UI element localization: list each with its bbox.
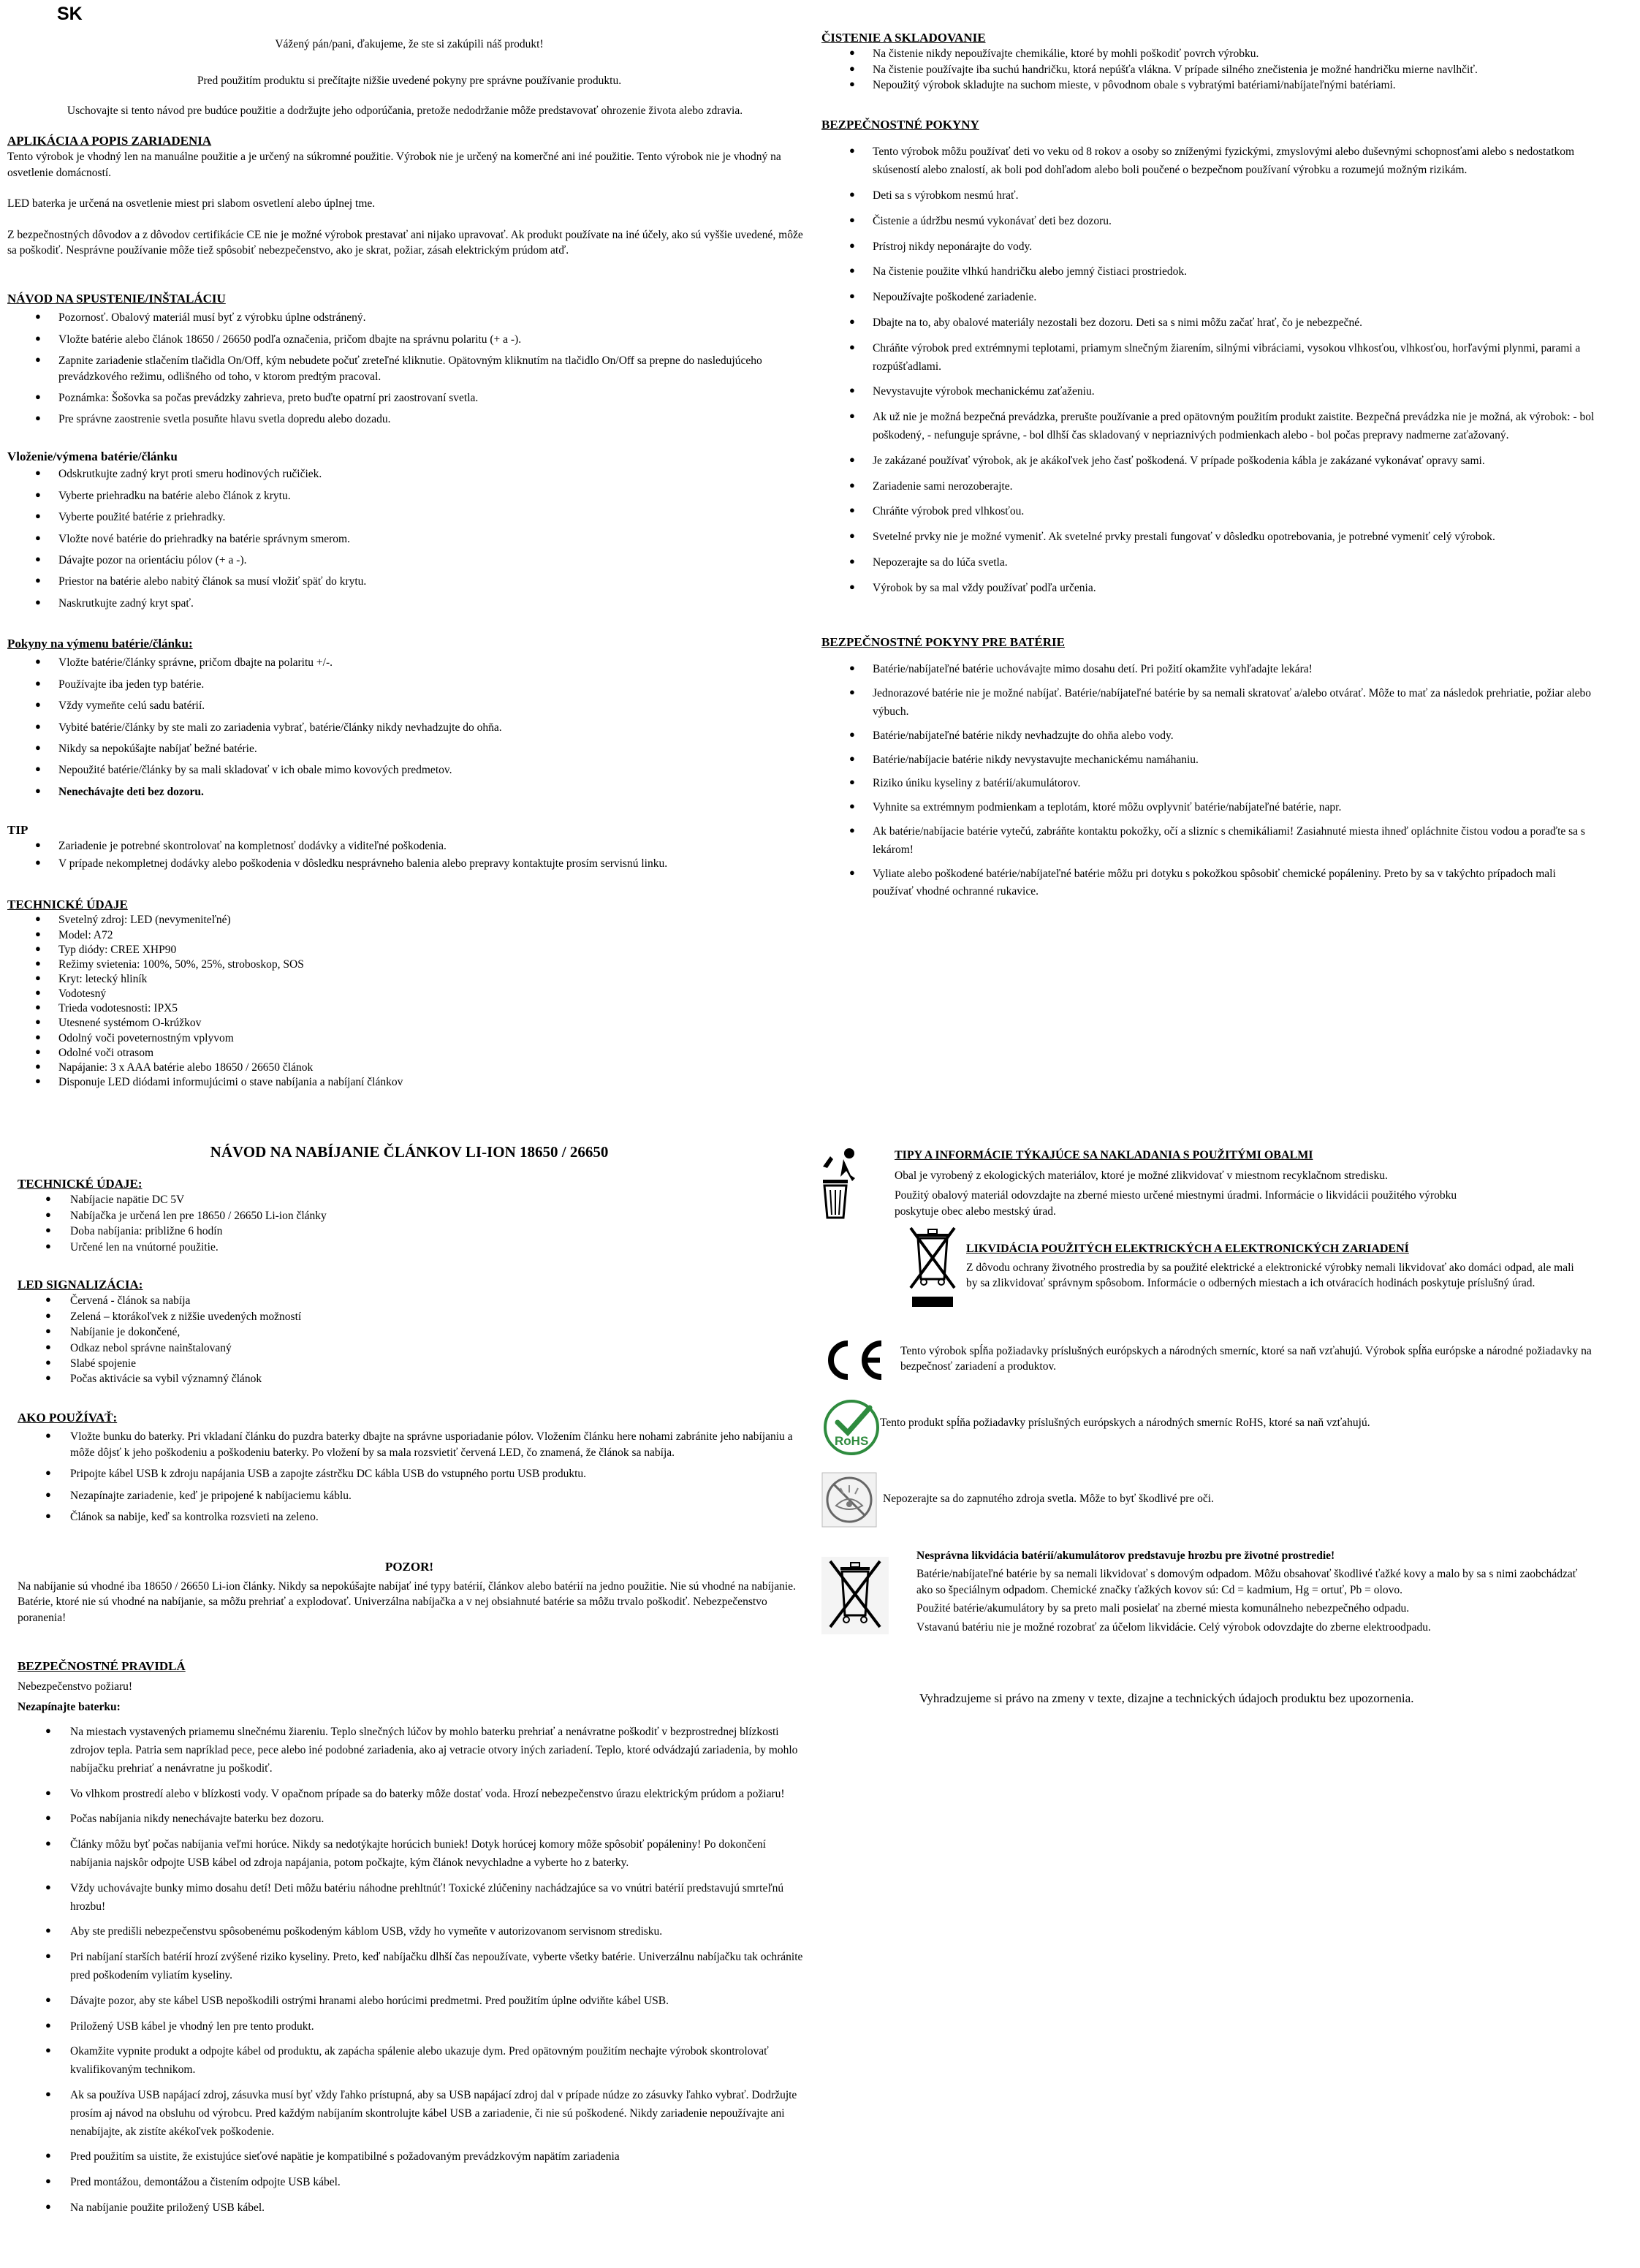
tech-list bbox=[7, 913, 811, 1090]
list-item: ● Vždy vymeňte celú sadu batérií. bbox=[7, 698, 811, 713]
footer-disclaimer: Vyhradzujeme si právo na zmeny v texte, dizajne a technických údajoch produktu bez upozornenia. bbox=[919, 1691, 1414, 1705]
battery-disposal-p1: Batérie/nabíjateľné batérie by sa nemali likvidovať s domovým odpadom. Môžu obsahovať škodlivé ťažké kovy a malo by sa s nimi zaobchádzať ako so špeciálnym odpadom. Chemické značky ťažkých kovov sú: Cd = kadmium, Hg = ortuť, Pb = olovo. bbox=[916, 1568, 1578, 1596]
list-item: ● Počas aktivácie sa vybil významný článok bbox=[18, 1371, 807, 1387]
list-item: ● Dbajte na to, aby obalové materiály nezostali bez dozoru. Deti sa s nimi môžu začať hrať, čo je nebezpečné. bbox=[821, 314, 1596, 333]
safety-list bbox=[821, 143, 1596, 597]
tech-section bbox=[7, 896, 811, 1090]
battery-change-title: Pokyny na výmenu batérie/článku: bbox=[7, 637, 193, 651]
list-item: ● Nenechávajte deti bez dozoru. bbox=[7, 784, 811, 800]
application-section bbox=[7, 132, 804, 258]
weee-section bbox=[966, 1241, 1587, 1292]
list-item: ● Nabíjacie napätie DC 5V bbox=[18, 1192, 807, 1207]
intro-keep-manual: Uschovajte si tento návod pre budúce použitie a dodržujte jeho odporúčania, pretože nedodržanie môže predstavovať ohrozenie života alebo zdravia. bbox=[67, 105, 743, 117]
application-p2: LED baterka je určená na osvetlenie miest pri slabom osvetlení alebo úplnej tme. bbox=[7, 197, 376, 211]
list-item: ● Pozornosť. Obalový materiál musí byť z výrobku úplne odstránený. bbox=[7, 310, 811, 325]
list-item: ● Doba nabíjania: približne 6 hodín bbox=[18, 1224, 807, 1239]
cleaning-section bbox=[821, 29, 1625, 94]
list-item: ● Jednorazové batérie nie je možné nabíjať. Batérie/nabíjateľné batérie by sa nemali skratovať a/alebo otvárať. Môže to mať za následok prehriatie, požiar alebo výbuch. bbox=[821, 685, 1596, 721]
battery-safety-title: BEZPEČNOSTNÉ POKYNY PRE BATÉRIE bbox=[821, 635, 1065, 649]
list-item: ● Nevystavujte výrobok mechanickému zaťaženiu. bbox=[821, 383, 1596, 401]
list-item: ● Pred použitím sa uistite, že existujúce sieťové napätie je kompatibilné s požadovaným prevádzkovým napätím zariadenia bbox=[18, 2148, 804, 2166]
safety-title: BEZPEČNOSTNÉ POKYNY bbox=[821, 118, 979, 132]
list-item: ● Určené len na vnútorné použitie. bbox=[18, 1240, 807, 1255]
list-item: ● Vyberte použité batérie z priehradky. bbox=[7, 509, 811, 525]
safety-rules-list bbox=[18, 1723, 804, 2218]
led-signal-list bbox=[18, 1293, 807, 1387]
list-item: ● Vložte bunku do baterky. Pri vkladaní článku do puzdra baterky dbajte na správne usporiadanie pólov. Vložením článku here nohami zabránite jeho nabíjaniu a môže dôjsť k jeho poškodeniu a poškodeniu baterky. Po vložení by sa mala rozsvietiť červená LED, čo znamená, že článok sa nabíja. bbox=[18, 1429, 807, 1460]
list-item: ● Pri nabíjaní starších batérií hrozí zvýšené riziko kyseliny. Preto, keď nabíjačku dlhší čas nepoužívate, vyberte všetky batérie. Univerzálnu nabíjačku tak ochránite pred poškodením vyliatím kyseliny. bbox=[18, 1949, 804, 1985]
list-item: ● Počas nabíjania nikdy nenechávajte baterku bez dozoru. bbox=[18, 1810, 804, 1829]
list-item: ● Nepoužívajte poškodené zariadenie. bbox=[821, 289, 1596, 307]
list-item: ● Riziko úniku kyseliny z batérií/akumulátorov. bbox=[821, 775, 1596, 793]
charging-tech-title: TECHNICKÉ ÚDAJE: bbox=[18, 1177, 143, 1191]
rohs-text: Tento produkt spĺňa požiadavky príslušných európskych a národných smerníc RoHS, ktoré sa naň vzťahujú. bbox=[880, 1416, 1370, 1429]
weee-crossed-bin-icon bbox=[906, 1224, 959, 1310]
application-title: APLIKÁCIA A POPIS ZARIADENIA bbox=[7, 134, 212, 148]
battery-crossed-bin-icon bbox=[821, 1557, 889, 1634]
battery-insert-title: Vloženie/výmena batérie/článku bbox=[7, 450, 178, 463]
list-item: ● Vodotesný bbox=[7, 987, 811, 1001]
charging-title: NÁVOD NA NABÍJANIE ČLÁNKOV LI-ION 18650 / 26650 bbox=[210, 1143, 609, 1161]
rohs-label: RoHS bbox=[835, 1434, 869, 1448]
tip-title: TIP bbox=[7, 823, 29, 837]
list-item: ● Dávajte pozor na orientáciu pólov (+ a -). bbox=[7, 553, 811, 568]
list-item: ● V prípade nekompletnej dodávky alebo poškodenia v dôsledku nesprávneho balenia alebo prepravy kontaktujte prosím servisnú linku. bbox=[7, 856, 811, 871]
how-to-use-section bbox=[18, 1409, 807, 1525]
list-item: ● Odskrutkujte zadný kryt proti smeru hodinových ručičiek. bbox=[7, 466, 811, 482]
list-item: ● Vyberte priehradku na batérie alebo článok z krytu. bbox=[7, 488, 811, 504]
list-item: ● Nabíjačka je určená len pre 18650 / 26650 Li-ion články bbox=[18, 1208, 807, 1224]
ce-mark-icon bbox=[820, 1338, 886, 1383]
list-item: ● Nepozerajte sa do lúča svetla. bbox=[821, 554, 1596, 572]
list-item: ● Napájanie: 3 x AAA batérie alebo 18650 / 26650 článok bbox=[7, 1061, 811, 1075]
startup-title: NÁVOD NA SPUSTENIE/INŠTALÁCIU bbox=[7, 292, 226, 306]
battery-disposal-p2: Použité batérie/akumulátory by sa preto mali posielať na zberné miesta komunálneho nebezpečného odpadu. bbox=[916, 1602, 1410, 1615]
intro-read-instructions: Pred použitím produktu si prečítajte nižšie uvedené pokyny pre správne používanie produktu. bbox=[197, 75, 622, 87]
list-item: ● Zariadenie je potrebné skontrolovať na kompletnosť dodávky a viditeľné poškodenia. bbox=[7, 838, 811, 854]
list-item: ● Články môžu byť počas nabíjania veľmi horúce. Nikdy sa nedotýkajte horúcich buniek! Dotyk horúcej komory môže spôsobiť popáleniny! Po dokončení nabíjania najskôr odpojte USB kábel od zdroja napájania, potom počkajte, kým článok nevychladne a vyberte ho z baterky. bbox=[18, 1836, 804, 1873]
battery-insert-section bbox=[7, 448, 811, 611]
list-item: ● Vybité batérie/články by ste mali zo zariadenia vybrať, batérie/články nikdy nevhadzujte do ohňa. bbox=[7, 720, 811, 735]
battery-disposal-p3: Vstavanú batériu nie je možné rozobrať za účelom likvidácie. Celý výrobok odovzdajte do zberne elektroodpadu. bbox=[916, 1620, 1431, 1634]
how-to-use-list bbox=[18, 1429, 807, 1525]
list-item: ● Trieda vodotesnosti: IPX5 bbox=[7, 1001, 811, 1016]
list-item: ● Pripojte kábel USB k zdroju napájania USB a zapojte zástrčku DC kábla USB do vstupného portu USB produktu. bbox=[18, 1466, 807, 1482]
list-item: ● Batérie/nabíjateľné batérie nikdy nevhadzujte do ohňa alebo vody. bbox=[821, 727, 1596, 746]
list-item: ● Odolný voči poveternostným vplyvom bbox=[7, 1031, 811, 1046]
list-item: ● Priložený USB kábel je vhodný len pre tento produkt. bbox=[18, 2018, 804, 2036]
list-item: ● Používajte iba jeden typ batérie. bbox=[7, 677, 811, 692]
charging-tech-list bbox=[18, 1192, 807, 1255]
no-power-text: Nezapínajte baterku: bbox=[18, 1700, 121, 1713]
safety-rules-section bbox=[18, 1658, 804, 2218]
warning-title: POZOR! bbox=[384, 1560, 434, 1574]
fire-danger-text: Nebezpečenstvo požiaru! bbox=[18, 1680, 133, 1694]
packaging-p1: Obal je vyrobený z ekologických materiálov, ktoré je možné zlikvidovať v miestnom recyklačnom stredisku. bbox=[895, 1169, 1388, 1183]
tech-title: TECHNICKÉ ÚDAJE bbox=[7, 898, 128, 911]
cleaning-title: ČISTENIE A SKLADOVANIE bbox=[821, 31, 986, 45]
list-item: ● Je zakázané používať výrobok, ak je akákoľvek jeho časť poškodená. V prípade poškodenia kábla je zakázané vykonávať opravy sami. bbox=[821, 452, 1596, 471]
list-item: ● Priestor na batérie alebo nabitý článok sa musí vložiť späť do krytu. bbox=[7, 574, 811, 589]
packaging-title: TIPY A INFORMÁCIE TÝKAJÚCE SA NAKLADANIA S POUŽITÝMI OBALMI bbox=[895, 1149, 1313, 1161]
weee-text: Z dôvodu ochrany životného prostredia by sa použité elektrické a elektronické výrobky nemali likvidovať ako domáci odpad, ale mali by sa zlikvidovať správnym spôsobom. Informácie o odberných miestach a ich otváracích hodinách poskytuje príslušný úrad. bbox=[966, 1262, 1574, 1290]
list-item: ● Svetelné prvky nie je možné vymeniť. Ak svetelné prvky prestali fungovať v dôsledku opotrebovania, je potrebné vymeniť celý výrobok. bbox=[821, 528, 1596, 547]
led-signal-title: LED SIGNALIZÁCIA: bbox=[18, 1278, 143, 1292]
list-item: ● Pre správne zaostrenie svetla posuňte hlavu svetla dopredu alebo dozadu. bbox=[7, 411, 811, 427]
list-item: ● Ak už nie je možná bezpečná prevádzka, prerušte používanie a pred opätovným použitím produkt zaistite. Bezpečná prevádzka nie je možná, ak výrobok: - bol poškodený, - nefunguje správne, - bol dlhší čas skladovaný v nepriaznivých podmienkach alebo - bol počas prepravy nadmerne zaťažovaný. bbox=[821, 409, 1596, 445]
battery-safety-list bbox=[821, 661, 1596, 901]
list-item: ● Odkaz nebol správne nainštalovaný bbox=[18, 1340, 807, 1356]
battery-safety-section bbox=[821, 634, 1596, 901]
list-item: ● Aby ste predišli nebezpečenstvu spôsobenému poškodeným káblom USB, vždy ho vymeňte v autorizovanom servisnom stredisku. bbox=[18, 1923, 804, 1941]
list-item: ● Vložte batérie/články správne, pričom dbajte na polaritu +/-. bbox=[7, 655, 811, 670]
no-look-light-icon bbox=[821, 1472, 877, 1528]
list-item: ● Nezapínajte zariadenie, keď je pripojené k nabíjaciemu káblu. bbox=[18, 1488, 807, 1503]
list-item: ● Chráňte výrobok pred extrémnymi teplotami, priamym slnečným žiarením, silnými vibráciami, vysokou vlhkosťou, vlhkosťou, horľavými plynmi, parami a rozpúšťadlami. bbox=[821, 340, 1596, 376]
list-item: ● Disponuje LED diódami informujúcimi o stave nabíjania a nabíjaní článkov bbox=[7, 1075, 811, 1090]
safety-rules-title: BEZPEČNOSTNÉ PRAVIDLÁ bbox=[18, 1659, 186, 1673]
list-item: ● Červená - článok sa nabíja bbox=[18, 1293, 807, 1308]
list-item: ● Batérie/nabíjacie batérie nikdy nevystavujte mechanickému namáhaniu. bbox=[821, 751, 1596, 770]
battery-disposal-section bbox=[916, 1548, 1589, 1635]
packaging-section bbox=[895, 1148, 1479, 1219]
list-item: ● Nabíjanie je dokončené, bbox=[18, 1324, 807, 1340]
intro-greeting: Vážený pán/pani, ďakujeme, že ste si zakúpili náš produkt! bbox=[275, 38, 544, 50]
list-item: ● Slabé spojenie bbox=[18, 1356, 807, 1371]
beam-warning-text: Nepozerajte sa do zapnutého zdroja svetla. Môže to byť škodlivé pre oči. bbox=[883, 1493, 1214, 1505]
list-item: ● Režimy svietenia: 100%, 50%, 25%, stroboskop, SOS bbox=[7, 957, 811, 972]
list-item: ● Batérie/nabíjateľné batérie uchovávajte mimo dosahu detí. Pri požití okamžite vyhľadajte lekára! bbox=[821, 661, 1596, 679]
battery-insert-list bbox=[7, 466, 811, 611]
list-item: ● Odolné voči otrasom bbox=[7, 1046, 811, 1061]
list-item: ● Nepoužité batérie/články by sa mali skladovať v ich obale mimo kovových predmetov. bbox=[7, 762, 811, 778]
list-item: ● Na čistenie nikdy nepoužívajte chemikálie, ktoré by mohli poškodiť povrch výrobku. bbox=[821, 46, 1625, 61]
tip-section bbox=[7, 822, 811, 871]
list-item: ● Naskrutkujte zadný kryt spať. bbox=[7, 596, 811, 611]
application-p1: Tento výrobok je vhodný len na manuálne použitie a je určený na súkromné použitie. Výrobok nie je určený na komerčné ani iné použitie. Tento výrobok nie je vhodný na osvetlenie domácností. bbox=[7, 151, 781, 179]
list-item: ● Na čistenie použite vlhkú handričku alebo jemný čistiaci prostriedok. bbox=[821, 263, 1596, 281]
safety-section bbox=[821, 116, 1596, 598]
language-code: SK bbox=[57, 4, 83, 24]
list-item: ● Pred montážou, demontážou a čistením odpojte USB kábel. bbox=[18, 2174, 804, 2192]
tip-list bbox=[7, 838, 811, 871]
list-item: ● Chráňte výrobok pred vlhkosťou. bbox=[821, 503, 1596, 521]
led-signal-section bbox=[18, 1276, 807, 1387]
how-to-use-title: AKO POUŽÍVAŤ: bbox=[18, 1411, 118, 1425]
list-item: ● Na nabíjanie použite priložený USB kábel. bbox=[18, 2199, 804, 2218]
weee-title: LIKVIDÁCIA POUŽITÝCH ELEKTRICKÝCH A ELEKTRONICKÝCH ZARIADENÍ bbox=[966, 1243, 1409, 1255]
cleaning-list bbox=[821, 46, 1625, 93]
list-item: ● Na miestach vystavených priamemu slnečnému žiareniu. Teplo slnečných lúčov by mohlo baterku prehriať a nenávratne poškodiť v bezprostrednej blízkosti zdrojov tepla. Patria sem napríklad pece, pece alebo iné podobné zariadenia, ako aj vetracie otvory iných zariadení. Teplo, ktoré odvádzajú zariadenia, by mohlo nabíjačku prehriať a nenávratne ju poškodiť. bbox=[18, 1723, 804, 1778]
warning-text: Na nabíjanie sú vhodné iba 18650 / 26650 Li-ion články. Nikdy sa nepokúšajte nabíjať iné typy batérií, článkov alebo batérií na jedno použitie. Nie sú vhodné na nabíjanie. Batérie, ktoré nie sú vhodné na nabíjanie, sa môžu prehriať a explodovať. Univerzálna nabíjačka a v nej obsiahnuté batérie sa môžu trvalo poškodiť. Nebezpečenstvo poranenia! bbox=[18, 1580, 796, 1624]
list-item: ● Model: A72 bbox=[7, 928, 811, 943]
list-item: ● Vyhnite sa extrémnym podmienkam a teplotám, ktoré môžu ovplyvniť batérie/nabíjateľné batérie, napr. bbox=[821, 799, 1596, 817]
list-item: ● Nepoužitý výrobok skladujte na suchom mieste, v pôvodnom obale s vybratými batériami/nabíjateľnými batériami. bbox=[821, 77, 1625, 93]
list-item: ● Typ diódy: CREE XHP90 bbox=[7, 943, 811, 957]
charging-tech-section bbox=[18, 1175, 807, 1255]
list-item: ● Kryt: letecký hliník bbox=[7, 972, 811, 987]
battery-disposal-title: Nesprávna likvidácia batérií/akumulátorov predstavuje hrozbu pre životné prostredie! bbox=[916, 1550, 1335, 1562]
list-item: ● Vždy uchovávajte bunky mimo dosahu detí! Deti môžu batériu náhodne prehltnúť! Toxické zlúčeniny nachádzajúce sa vo vnútri batérií predstavujú smrteľnú hrozbu! bbox=[18, 1880, 804, 1916]
list-item: ● Zelená – ktorákoľvek z nižšie uvedených možností bbox=[18, 1309, 807, 1324]
list-item: ● Na čistenie používajte iba suchú handričku, ktorá nepúšťa vlákna. V prípade silného znečistenia je možné handričku mierne navlhčiť. bbox=[821, 62, 1625, 77]
list-item: ● Dávajte pozor, aby ste kábel USB nepoškodili ostrými hranami alebo horúcimi predmetmi. Pred použitím úplne odviňte kábel USB. bbox=[18, 1992, 804, 2011]
list-item: ● Ak sa používa USB napájací zdroj, zásuvka musí byť vždy ľahko prístupná, aby sa USB napájací zdroj dal v prípade núdze zo zásuvky ľahko vybrať. Dodržujte prosím aj návod na obsluhu od výrobcu. Pred každým nabíjaním skontrolujte kábel USB a zariadenie, či nie sú poškodené. Nikdy zariadenie nepoužívajte ani nenabíjajte, ak zistíte akékoľvek poškodenie. bbox=[18, 2087, 804, 2141]
application-p3: Z bezpečnostných dôvodov a z dôvodov certifikácie CE nie je možné výrobok prestavať ani nijako upravovať. Ak produkt používate na iné účely, ako sú vyššie uvedené, môže sa poškodiť. Nesprávne používanie môže tiež spôsobiť nebezpečenstvo, ako je skrat, požiar, zásah elektrickým prúdom atď. bbox=[7, 228, 803, 257]
list-item: ● Zariadenie sami nerozoberajte. bbox=[821, 478, 1596, 496]
battery-change-list bbox=[7, 655, 811, 800]
list-item: ● Tento výrobok môžu používať deti vo veku od 8 rokov a osoby so zníženými fyzickými, zmyslovými alebo duševnými schopnosťami alebo s nedostatkom skúseností alebo znalostí, ak boli pod dohľadom alebo boli poučené o bezpečnom používaní výrobku a rozumejú možným rizikám. bbox=[821, 143, 1596, 180]
startup-section bbox=[7, 290, 811, 428]
list-item: ● Výrobok by sa mal vždy používať podľa určenia. bbox=[821, 580, 1596, 598]
rohs-icon bbox=[821, 1397, 881, 1457]
list-item: ● Svetelný zdroj: LED (nevymeniteľné) bbox=[7, 913, 811, 928]
list-item: ● Nikdy sa nepokúšajte nabíjať bežné batérie. bbox=[7, 741, 811, 756]
list-item: ● Článok sa nabije, keď sa kontrolka rozsvieti na zeleno. bbox=[18, 1509, 807, 1525]
list-item: ● Deti sa s výrobkom nesmú hrať. bbox=[821, 187, 1596, 205]
battery-change-section bbox=[7, 635, 811, 800]
startup-list bbox=[7, 310, 811, 427]
list-item: ● Vložte nové batérie do priehradky na batérie správnym smerom. bbox=[7, 531, 811, 547]
list-item: ● Okamžite vypnite produkt a odpojte kábel od produktu, ak zapácha spálenie alebo ukazuje dym. Pred opätovným použitím nechajte výrobok skontrolovať kvalifikovaným technikom. bbox=[18, 2043, 804, 2079]
packaging-p2: Použitý obalový materiál odovzdajte na zberné miesto určené miestnymi úradmi. Informácie o likvidácii použitého výrobku poskytuje obec alebo mestský úrad. bbox=[895, 1189, 1457, 1218]
ce-text: Tento výrobok spĺňa požiadavky príslušných európskych a národných smerníc, ktoré sa naň vzťahujú. Výrobok spĺňa európske a národné požiadavky na bezpečnosť zariadení a produktov. bbox=[900, 1345, 1592, 1373]
list-item: ● Čistenie a údržbu nesmú vykonávať deti bez dozoru. bbox=[821, 213, 1596, 231]
recycle-bin-icon bbox=[819, 1146, 862, 1219]
list-item: ● Zapnite zariadenie stlačením tlačidla On/Off, kým nebudete počuť zreteľné kliknutie. Opätovným kliknutím na tlačidlo On/Off sa prepne do nasledujúceho prevádzkového režimu, odlišného od toho, v ktorom predtým pracoval. bbox=[7, 353, 811, 384]
list-item: ● Vložte batérie alebo článok 18650 / 26650 podľa označenia, pričom dbajte na správnu polaritu (+ a -). bbox=[7, 332, 811, 347]
list-item: ● Vo vlhkom prostredí alebo v blízkosti vody. V opačnom prípade sa do baterky môže dostať voda. Hrozí nebezpečenstvo úrazu elektrickým prúdom a požiaru! bbox=[18, 1786, 804, 1804]
list-item: ● Poznámka: Šošovka sa počas prevádzky zahrieva, preto buďte opatrní pri zaostrovaní svetla. bbox=[7, 390, 811, 406]
list-item: ● Vyliate alebo poškodené batérie/nabíjateľné batérie môžu pri dotyku s pokožkou spôsobiť chemické popáleniny. Preto by sa v takýchto prípadoch mali používať vhodné ochranné rukavice. bbox=[821, 865, 1596, 902]
list-item: ● Utesnené systémom O-krúžkov bbox=[7, 1016, 811, 1031]
list-item: ● Ak batérie/nabíjacie batérie vytečú, zabráňte kontaktu pokožky, očí a slizníc s chemikáliami! Zasiahnuté miesta ihneď opláchnite čistou vodou a poraďte sa s lekárom! bbox=[821, 823, 1596, 860]
list-item: ● Prístroj nikdy neponárajte do vody. bbox=[821, 238, 1596, 257]
